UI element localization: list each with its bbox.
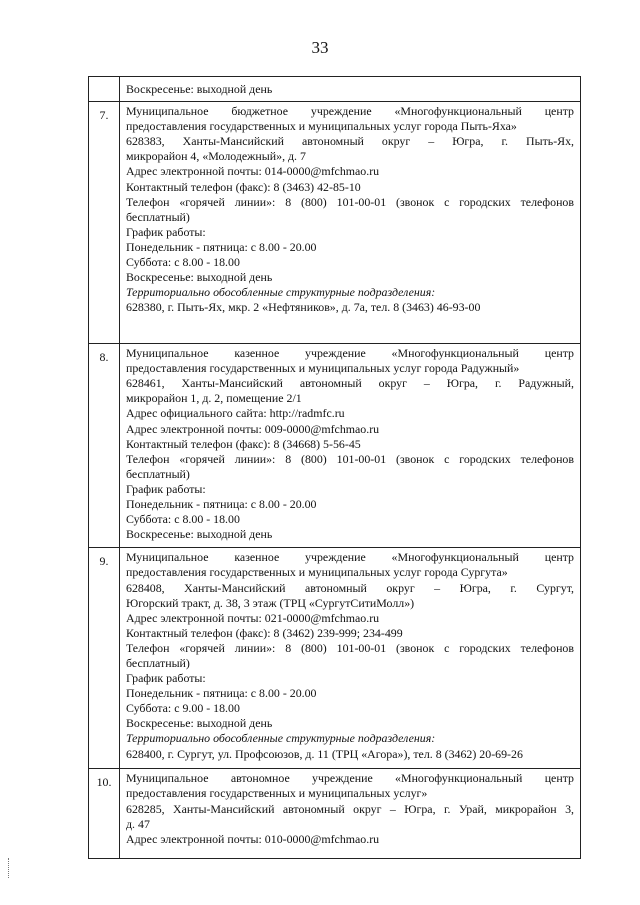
text-line: График работы:	[126, 224, 206, 239]
text-line: д. 47	[126, 816, 150, 831]
text-line: Суббота: с 8.00 - 18.00	[126, 255, 240, 270]
row-number: 9.	[89, 548, 120, 769]
table-row-10	[89, 769, 581, 859]
table-row-8	[89, 344, 581, 548]
text-line: График работы:	[126, 481, 206, 496]
row-number: 7.	[89, 102, 120, 344]
text-line: Муниципальное казенное учреждение «Многофункциональный центр	[126, 346, 574, 361]
text-line: График работы:	[126, 671, 206, 686]
text-line: Воскресенье: выходной день	[126, 716, 273, 731]
text-line: Контактный телефон (факс): 8 (3462) 239-999; 234-499	[126, 625, 403, 640]
subdivisions-heading: Территориально обособленные структурные подразделения:	[126, 731, 436, 746]
text-line: 628408, Ханты-Мансийский автономный округ – Югра, г. Сургут,	[126, 580, 574, 595]
text-line: Понедельник - пятница: с 8.00 - 20.00	[126, 497, 317, 512]
text-line: Адрес электронной почты: 014-0000@mfchmao.ru	[126, 164, 380, 179]
text-line: Адрес официального сайта: http://radmfc.ru	[126, 406, 345, 421]
row-content	[120, 548, 581, 769]
table-row-continued	[89, 77, 581, 102]
subdivisions-heading: Территориально обособленные структурные подразделения:	[126, 285, 436, 300]
row-content	[120, 102, 581, 344]
text-line: Муниципальное казенное учреждение «Многофункциональный центр	[126, 550, 574, 565]
text-line: бесплатный)	[126, 209, 190, 224]
text-line: Воскресенье: выходной день	[126, 270, 273, 285]
text-line: Воскресенье: выходной день	[126, 527, 273, 542]
text-line: 628400, г. Сургут, ул. Профсоюзов, д. 11 (ТРЦ «Агора»), тел. 8 (3462) 20-69-26	[126, 746, 523, 761]
text-line: бесплатный)	[126, 466, 190, 481]
text-line: 628380, г. Пыть-Ях, мкр. 2 «Нефтяников», д. 7а, тел. 8 (3463) 46-93-00	[126, 300, 481, 315]
table-row-9	[89, 548, 581, 769]
text-line: Югорский тракт, д. 38, 3 этаж (ТРЦ «СургутСитиМолл»)	[126, 595, 415, 610]
row-number: 10.	[89, 769, 120, 859]
text-line: 628285, Ханты-Мансийский автономный округ – Югра, г. Урай, микрорайон 3,	[126, 801, 574, 816]
text-line: Понедельник - пятница: с 8.00 - 20.00	[126, 239, 317, 254]
text-line: Адрес электронной почты: 009-0000@mfchmao.ru	[126, 421, 380, 436]
text-line: Телефон «горячей линии»: 8 (800) 101-00-01 (звонок с городских телефонов	[126, 451, 574, 466]
text-line: Муниципальное автономное учреждение «Многофункциональный центр	[126, 771, 574, 786]
text-line: Телефон «горячей линии»: 8 (800) 101-00-01 (звонок с городских телефонов	[126, 640, 574, 655]
scan-margin-marks	[8, 858, 11, 878]
text-line: бесплатный)	[126, 655, 190, 670]
text-line: предоставления государственных и муниципальных услуг»	[126, 786, 428, 801]
row-number: 8.	[89, 344, 120, 548]
text-line: предоставления государственных и муниципальных услуг города Пыть-Яха»	[126, 119, 517, 134]
text-line: Суббота: с 8.00 - 18.00	[126, 512, 240, 527]
row-content	[120, 344, 581, 548]
text-line: Муниципальное бюджетное учреждение «Многофункциональный центр	[126, 104, 574, 119]
row-content	[120, 77, 581, 102]
text-line: 628383, Ханты-Мансийский автономный округ – Югра, г. Пыть-Ях,	[126, 134, 574, 149]
text-line: микрорайон 1, д. 2, помещение 2/1	[126, 391, 302, 406]
text-line: 628461, Ханты-Мансийский автономный округ – Югра, г. Радужный,	[126, 376, 574, 391]
text-line: микрорайон 4, «Молодежный», д. 7	[126, 149, 306, 164]
mfc-offices-table	[88, 76, 581, 859]
text-line: Воскресенье: выходной день	[126, 82, 273, 96]
text-line: Контактный телефон (факс): 8 (34668) 5-56-45	[126, 436, 361, 451]
row-number	[89, 77, 120, 102]
table-row-7	[89, 102, 581, 344]
text-line: Понедельник - пятница: с 8.00 - 20.00	[126, 686, 317, 701]
page-number: 33	[311, 38, 329, 57]
text-line: предоставления государственных и муниципальных услуг города Сургута»	[126, 565, 508, 580]
text-line: предоставления государственных и муниципальных услуг города Радужный»	[126, 361, 520, 376]
text-line: Адрес электронной почты: 021-0000@mfchmao.ru	[126, 610, 380, 625]
text-line: Телефон «горячей линии»: 8 (800) 101-00-01 (звонок с городских телефонов	[126, 194, 574, 209]
text-line: Контактный телефон (факс): 8 (3463) 42-85-10	[126, 179, 361, 194]
text-line: Суббота: с 9.00 - 18.00	[126, 701, 240, 716]
text-line: Адрес электронной почты: 010-0000@mfchmao.ru	[126, 831, 380, 846]
row-content	[120, 769, 581, 859]
